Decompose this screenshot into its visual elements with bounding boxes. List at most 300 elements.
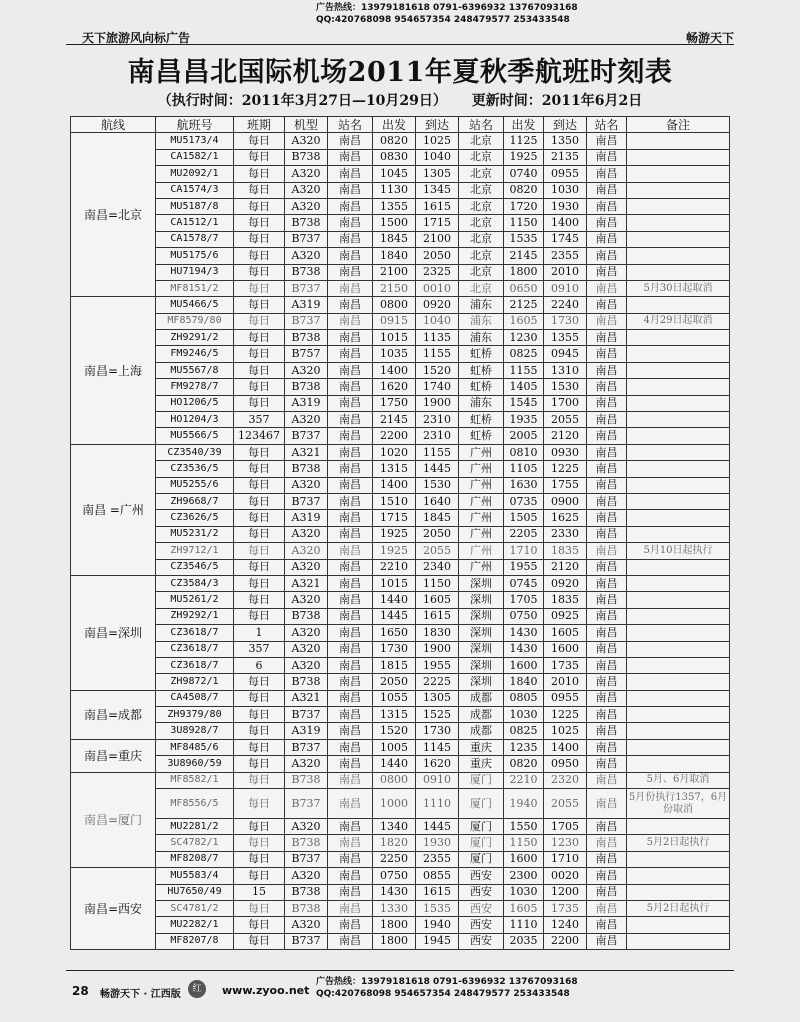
aircraft-type: B737 <box>285 739 328 755</box>
origin-station: 南昌 <box>328 280 373 296</box>
outstation: 虹桥 <box>459 428 504 444</box>
return-arrive-time: 1755 <box>544 477 587 493</box>
outstation: 浦东 <box>459 330 504 346</box>
aircraft-type: B737 <box>285 231 328 247</box>
remark <box>627 526 730 542</box>
return-station: 南昌 <box>587 868 627 884</box>
flight-number: ZH9668/7 <box>156 493 234 509</box>
schedule-days: 每日 <box>234 198 285 214</box>
depart-time: 2050 <box>373 674 416 690</box>
flight-number: MU5466/5 <box>156 297 234 313</box>
arrive-time: 1135 <box>416 330 459 346</box>
outstation: 北京 <box>459 198 504 214</box>
aircraft-type: A320 <box>285 526 328 542</box>
depart-time: 1620 <box>373 379 416 395</box>
flight-number: SC4781/2 <box>156 900 234 916</box>
flight-number: MU5255/6 <box>156 477 234 493</box>
aircraft-type: B738 <box>285 608 328 624</box>
outstation: 北京 <box>459 166 504 182</box>
remark <box>627 657 730 673</box>
arrive-time: 0910 <box>416 772 459 788</box>
schedule-days: 每日 <box>234 835 285 851</box>
schedule-days: 每日 <box>234 149 285 165</box>
arrive-time: 1740 <box>416 379 459 395</box>
return-station: 南昌 <box>587 835 627 851</box>
return-depart-time: 1430 <box>504 641 544 657</box>
return-station: 南昌 <box>587 690 627 706</box>
table-row <box>71 313 730 329</box>
return-depart-time: 0735 <box>504 493 544 509</box>
arrive-time: 1445 <box>416 819 459 835</box>
depart-time: 1005 <box>373 739 416 755</box>
arrive-time: 1845 <box>416 510 459 526</box>
outstation: 重庆 <box>459 739 504 755</box>
outstation: 西安 <box>459 900 504 916</box>
return-station: 南昌 <box>587 819 627 835</box>
return-arrive-time: 2330 <box>544 526 587 542</box>
depart-time: 1925 <box>373 543 416 559</box>
return-depart-time: 1710 <box>504 543 544 559</box>
aircraft-type: B738 <box>285 215 328 231</box>
table-row <box>71 543 730 559</box>
outstation: 浦东 <box>459 395 504 411</box>
return-arrive-time: 1730 <box>544 313 587 329</box>
outstation: 厦门 <box>459 851 504 867</box>
outstation: 北京 <box>459 231 504 247</box>
depart-time: 0820 <box>373 133 416 149</box>
remark: 4月29日起取消 <box>627 313 730 329</box>
outstation: 广州 <box>459 493 504 509</box>
schedule-days: 6 <box>234 657 285 673</box>
return-depart-time: 1545 <box>504 395 544 411</box>
footer-divider <box>66 970 734 971</box>
table-row <box>71 608 730 624</box>
aircraft-type: A320 <box>285 362 328 378</box>
depart-time: 1045 <box>373 166 416 182</box>
schedule-days: 每日 <box>234 543 285 559</box>
schedule-days: 每日 <box>234 395 285 411</box>
return-depart-time: 1150 <box>504 215 544 231</box>
depart-time: 1840 <box>373 248 416 264</box>
depart-time: 1520 <box>373 723 416 739</box>
origin-station: 南昌 <box>328 379 373 395</box>
return-station: 南昌 <box>587 362 627 378</box>
return-arrive-time: 1240 <box>544 917 587 933</box>
table-row <box>71 280 730 296</box>
return-depart-time: 0650 <box>504 280 544 296</box>
aircraft-type: B757 <box>285 346 328 362</box>
route-cell: 南昌=成都 <box>71 690 156 739</box>
table-row <box>71 739 730 755</box>
aircraft-type: A320 <box>285 133 328 149</box>
schedule-days: 每日 <box>234 772 285 788</box>
arrive-time: 2310 <box>416 428 459 444</box>
origin-station: 南昌 <box>328 412 373 428</box>
outstation: 厦门 <box>459 835 504 851</box>
return-arrive-time: 1350 <box>544 133 587 149</box>
aircraft-type: A320 <box>285 166 328 182</box>
table-row <box>71 900 730 916</box>
origin-station: 南昌 <box>328 657 373 673</box>
schedule-days: 每日 <box>234 917 285 933</box>
depart-time: 1015 <box>373 575 416 591</box>
return-station: 南昌 <box>587 723 627 739</box>
arrive-time: 0855 <box>416 868 459 884</box>
return-depart-time: 2145 <box>504 248 544 264</box>
origin-station: 南昌 <box>328 739 373 755</box>
depart-time: 1730 <box>373 641 416 657</box>
outstation: 广州 <box>459 477 504 493</box>
outstation: 深圳 <box>459 575 504 591</box>
arrive-time: 2310 <box>416 412 459 428</box>
aircraft-type: A320 <box>285 641 328 657</box>
outstation: 北京 <box>459 182 504 198</box>
outstation: 北京 <box>459 133 504 149</box>
aircraft-type: A321 <box>285 690 328 706</box>
origin-station: 南昌 <box>328 772 373 788</box>
flight-number: MF8556/5 <box>156 789 234 819</box>
arrive-time: 1605 <box>416 592 459 608</box>
depart-time: 1925 <box>373 526 416 542</box>
origin-station: 南昌 <box>328 182 373 198</box>
return-station: 南昌 <box>587 379 627 395</box>
aircraft-type: B738 <box>285 884 328 900</box>
aircraft-type: B738 <box>285 772 328 788</box>
schedule-days: 每日 <box>234 819 285 835</box>
outstation: 虹桥 <box>459 379 504 395</box>
return-station: 南昌 <box>587 772 627 788</box>
schedule-days: 每日 <box>234 756 285 772</box>
flight-number: CZ3540/39 <box>156 444 234 460</box>
flight-number: HU7650/49 <box>156 884 234 900</box>
outstation: 深圳 <box>459 625 504 641</box>
return-arrive-time: 1745 <box>544 231 587 247</box>
return-station: 南昌 <box>587 264 627 280</box>
schedule-days: 每日 <box>234 313 285 329</box>
header-ad-hotline: 广告热线：13979181618 0791-6396932 13767093168 <box>316 3 578 13</box>
arrive-time: 1530 <box>416 477 459 493</box>
table-row <box>71 346 730 362</box>
route-cell: 南昌=深圳 <box>71 575 156 690</box>
return-arrive-time: 0930 <box>544 444 587 460</box>
remark <box>627 625 730 641</box>
origin-station: 南昌 <box>328 789 373 819</box>
schedule-days: 每日 <box>234 723 285 739</box>
table-row <box>71 477 730 493</box>
table-row <box>71 526 730 542</box>
return-depart-time: 1030 <box>504 707 544 723</box>
table-row <box>71 444 730 460</box>
depart-time: 1815 <box>373 657 416 673</box>
return-depart-time: 1535 <box>504 231 544 247</box>
table-row <box>71 819 730 835</box>
remark <box>627 641 730 657</box>
origin-station: 南昌 <box>328 674 373 690</box>
arrive-time: 1615 <box>416 198 459 214</box>
aircraft-type: A320 <box>285 917 328 933</box>
flight-number: 3U8960/59 <box>156 756 234 772</box>
schedule-days: 15 <box>234 884 285 900</box>
schedule-days: 每日 <box>234 608 285 624</box>
return-depart-time: 0810 <box>504 444 544 460</box>
column-header: 航线 <box>71 117 156 133</box>
aircraft-type: A319 <box>285 297 328 313</box>
remark <box>627 933 730 949</box>
flight-number: MU2092/1 <box>156 166 234 182</box>
arrive-time: 1445 <box>416 461 459 477</box>
return-depart-time: 0820 <box>504 756 544 772</box>
return-arrive-time: 1835 <box>544 543 587 559</box>
return-station: 南昌 <box>587 248 627 264</box>
origin-station: 南昌 <box>328 166 373 182</box>
origin-station: 南昌 <box>328 690 373 706</box>
aircraft-type: A320 <box>285 625 328 641</box>
page-header <box>0 0 800 44</box>
depart-time: 0800 <box>373 772 416 788</box>
return-station: 南昌 <box>587 444 627 460</box>
outstation: 浦东 <box>459 313 504 329</box>
flight-number: MF8208/7 <box>156 851 234 867</box>
origin-station: 南昌 <box>328 297 373 313</box>
flight-number: CZ3626/5 <box>156 510 234 526</box>
return-arrive-time: 1930 <box>544 198 587 214</box>
table-row <box>71 625 730 641</box>
origin-station: 南昌 <box>328 543 373 559</box>
depart-time: 1020 <box>373 444 416 460</box>
schedule-days: 每日 <box>234 739 285 755</box>
arrive-time: 1900 <box>416 641 459 657</box>
flight-number: MU5566/5 <box>156 428 234 444</box>
depart-time: 1330 <box>373 900 416 916</box>
return-arrive-time: 2055 <box>544 789 587 819</box>
origin-station: 南昌 <box>328 723 373 739</box>
aircraft-type: A320 <box>285 819 328 835</box>
return-depart-time: 2005 <box>504 428 544 444</box>
return-depart-time: 1230 <box>504 330 544 346</box>
remark <box>627 330 730 346</box>
aircraft-type: B737 <box>285 280 328 296</box>
return-station: 南昌 <box>587 477 627 493</box>
origin-station: 南昌 <box>328 917 373 933</box>
remark <box>627 851 730 867</box>
depart-time: 1430 <box>373 884 416 900</box>
arrive-time: 1900 <box>416 395 459 411</box>
remark <box>627 412 730 428</box>
table-row <box>71 330 730 346</box>
aircraft-type: A320 <box>285 592 328 608</box>
flight-number: MU5231/2 <box>156 526 234 542</box>
schedule-days: 123467 <box>234 428 285 444</box>
flight-number: CA1512/1 <box>156 215 234 231</box>
table-row <box>71 297 730 313</box>
footer-ad-qq: QQ:420768098 954657354 248479577 253433548 <box>316 989 570 999</box>
outstation: 西安 <box>459 868 504 884</box>
depart-time: 1015 <box>373 330 416 346</box>
arrive-time: 1830 <box>416 625 459 641</box>
return-depart-time: 0825 <box>504 346 544 362</box>
column-header: 机型 <box>285 117 328 133</box>
table-row <box>71 592 730 608</box>
return-station: 南昌 <box>587 493 627 509</box>
outstation: 广州 <box>459 559 504 575</box>
outstation: 厦门 <box>459 789 504 819</box>
edition-logo-icon: 红 <box>188 980 206 998</box>
origin-station: 南昌 <box>328 248 373 264</box>
route-cell: 南昌=上海 <box>71 297 156 445</box>
depart-time: 1715 <box>373 510 416 526</box>
remark: 5月30日起取消 <box>627 280 730 296</box>
remark <box>627 428 730 444</box>
flight-number: MU5175/6 <box>156 248 234 264</box>
aircraft-type: A319 <box>285 395 328 411</box>
return-depart-time: 1955 <box>504 559 544 575</box>
schedule-days: 每日 <box>234 133 285 149</box>
return-arrive-time: 1625 <box>544 510 587 526</box>
return-arrive-time: 2010 <box>544 264 587 280</box>
return-station: 南昌 <box>587 510 627 526</box>
origin-station: 南昌 <box>328 493 373 509</box>
table-row <box>71 707 730 723</box>
return-depart-time: 1505 <box>504 510 544 526</box>
header-brand: 畅游天下 <box>685 31 734 45</box>
depart-time: 0830 <box>373 149 416 165</box>
depart-time: 1845 <box>373 231 416 247</box>
return-station: 南昌 <box>587 461 627 477</box>
return-station: 南昌 <box>587 133 627 149</box>
arrive-time: 1040 <box>416 149 459 165</box>
remark <box>627 739 730 755</box>
origin-station: 南昌 <box>328 362 373 378</box>
outstation: 厦门 <box>459 772 504 788</box>
return-arrive-time: 1225 <box>544 707 587 723</box>
flight-number: MU2282/1 <box>156 917 234 933</box>
arrive-time: 2055 <box>416 543 459 559</box>
arrive-time: 0010 <box>416 280 459 296</box>
flight-number: CZ3618/7 <box>156 641 234 657</box>
remark <box>627 493 730 509</box>
schedule-days: 每日 <box>234 851 285 867</box>
flight-number: CZ3536/5 <box>156 461 234 477</box>
schedule-days: 每日 <box>234 280 285 296</box>
schedule-days: 每日 <box>234 297 285 313</box>
table-row <box>71 149 730 165</box>
return-depart-time: 0750 <box>504 608 544 624</box>
origin-station: 南昌 <box>328 428 373 444</box>
flight-number: CA1582/1 <box>156 149 234 165</box>
table-row <box>71 789 730 819</box>
flight-number: MF8207/8 <box>156 933 234 949</box>
flight-number: HU7194/3 <box>156 264 234 280</box>
flight-number: 3U8928/7 <box>156 723 234 739</box>
return-station: 南昌 <box>587 657 627 673</box>
origin-station: 南昌 <box>328 198 373 214</box>
schedule-days: 每日 <box>234 789 285 819</box>
aircraft-type: B738 <box>285 379 328 395</box>
remark <box>627 395 730 411</box>
arrive-time: 1615 <box>416 608 459 624</box>
remark: 5月2日起执行 <box>627 835 730 851</box>
origin-station: 南昌 <box>328 461 373 477</box>
schedule-days: 每日 <box>234 379 285 395</box>
flight-number: ZH9379/80 <box>156 707 234 723</box>
depart-time: 2100 <box>373 264 416 280</box>
remark <box>627 868 730 884</box>
origin-station: 南昌 <box>328 641 373 657</box>
outstation: 浦东 <box>459 297 504 313</box>
remark <box>627 723 730 739</box>
schedule-days: 357 <box>234 641 285 657</box>
flight-number: MU5173/4 <box>156 133 234 149</box>
remark <box>627 608 730 624</box>
outstation: 广州 <box>459 444 504 460</box>
return-depart-time: 1125 <box>504 133 544 149</box>
table-row <box>71 723 730 739</box>
return-arrive-time: 2055 <box>544 412 587 428</box>
arrive-time: 0920 <box>416 297 459 313</box>
return-depart-time: 1110 <box>504 917 544 933</box>
arrive-time: 1145 <box>416 739 459 755</box>
outstation: 深圳 <box>459 641 504 657</box>
arrive-time: 1955 <box>416 657 459 673</box>
remark <box>627 231 730 247</box>
depart-time: 2210 <box>373 559 416 575</box>
remark <box>627 215 730 231</box>
aircraft-type: B738 <box>285 264 328 280</box>
return-arrive-time: 1600 <box>544 641 587 657</box>
aircraft-type: B737 <box>285 428 328 444</box>
schedule-days: 每日 <box>234 248 285 264</box>
flight-number: CA1574/3 <box>156 182 234 198</box>
footer-brand: 畅游天下 · 江西版 <box>100 989 181 1000</box>
table-row <box>71 851 730 867</box>
table-row <box>71 559 730 575</box>
aircraft-type: A321 <box>285 444 328 460</box>
remark <box>627 917 730 933</box>
schedule-days: 每日 <box>234 231 285 247</box>
return-station: 南昌 <box>587 592 627 608</box>
return-station: 南昌 <box>587 231 627 247</box>
table-row <box>71 428 730 444</box>
update-date: 更新时间：2011年6月2日 <box>471 93 643 109</box>
schedule-days: 1 <box>234 625 285 641</box>
table-row <box>71 884 730 900</box>
remark <box>627 756 730 772</box>
return-arrive-time: 1400 <box>544 215 587 231</box>
return-depart-time: 0805 <box>504 690 544 706</box>
return-depart-time: 1030 <box>504 884 544 900</box>
aircraft-type: A320 <box>285 248 328 264</box>
origin-station: 南昌 <box>328 510 373 526</box>
aircraft-type: B738 <box>285 900 328 916</box>
return-station: 南昌 <box>587 575 627 591</box>
arrive-time: 1025 <box>416 133 459 149</box>
flight-number: ZH9712/1 <box>156 543 234 559</box>
origin-station: 南昌 <box>328 477 373 493</box>
origin-station: 南昌 <box>328 819 373 835</box>
flight-number: MF8582/1 <box>156 772 234 788</box>
arrive-time: 1155 <box>416 444 459 460</box>
page-subtitle <box>0 90 800 110</box>
header-ad-contacts <box>316 2 578 26</box>
schedule-days: 每日 <box>234 933 285 949</box>
footer-website-link[interactable]: www.zyoo.net <box>222 984 310 997</box>
page-number: 28 <box>72 984 89 998</box>
return-depart-time: 1935 <box>504 412 544 428</box>
table-row <box>71 461 730 477</box>
return-arrive-time: 1310 <box>544 362 587 378</box>
arrive-time: 1305 <box>416 690 459 706</box>
return-arrive-time: 1230 <box>544 835 587 851</box>
